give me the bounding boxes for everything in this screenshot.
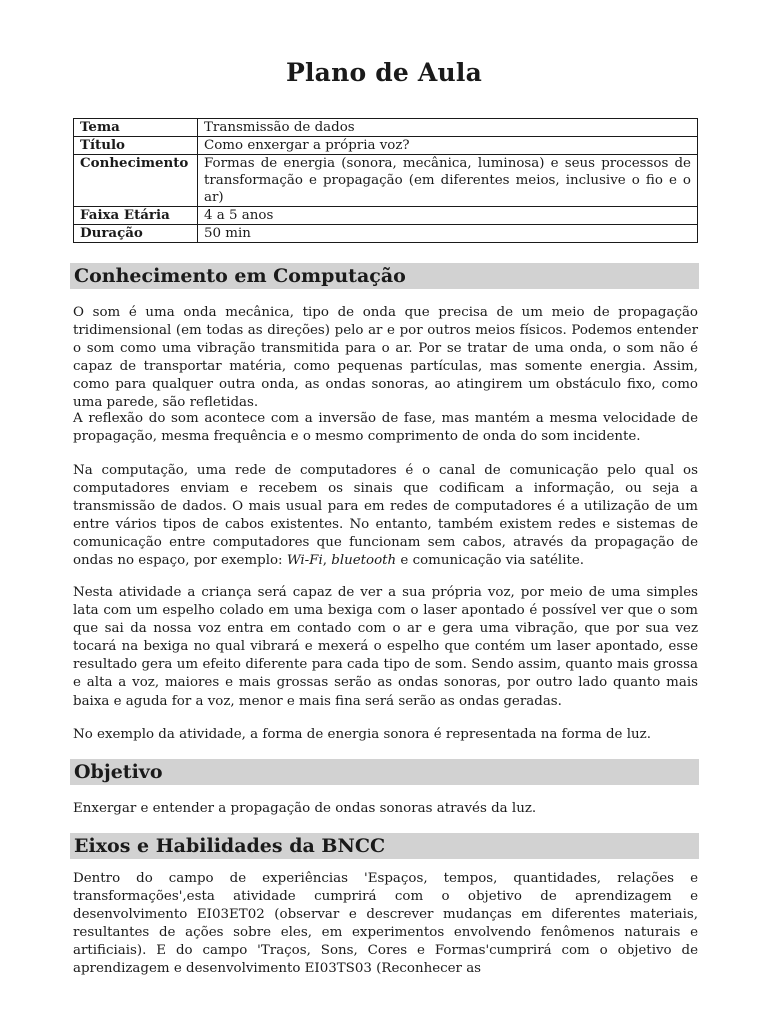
row-key: Conhecimento	[74, 155, 198, 207]
row-key: Faixa Etária	[74, 207, 198, 225]
row-value: Formas de energia (sonora, mecânica, luminosa) e seus processos de transformação e propagação (em diferentes meios, inclusive o fio e o ar)	[198, 155, 698, 207]
table-row	[74, 137, 698, 155]
paragraph: O som é uma onda mecânica, tipo de onda que precisa de um meio de propagação tridimensional (em todas as direções) pelo ar e por outros meios físicos. Podemos entender o som como uma vibração transmitida para o ar. Por se tratar de uma onda, o som não é capaz de transportar matéria, como pequenas partículas, mas somente energia. Assim, como para qualquer outra onda, as ondas sonoras, ao atingirem um obstáculo fixo, como uma parede, são refletidas.	[73, 305, 698, 411]
paragraph: Dentro do campo de experiências 'Espaços, tempos, quantidades, relações e transformações',esta atividade cumprirá com o objetivo de aprendizagem e desenvolvimento EI03ET02 (observar e descrever mudanças em diferentes materiais, resultantes de ações sobre eles, em experimentos envolvendo fenômenos naturais e artificiais). E do campo 'Traços, Sons, Cores e Formas'cumprirá com o objetivo de aprendizagem e desenvolvimento EI03TS03 (Reconhecer as	[73, 871, 698, 977]
table-row	[74, 225, 698, 243]
paragraph: A reflexão do som acontece com a inversão de fase, mas mantém a mesma velocidade de propagação, mesma frequência e o mesmo comprimento de onda do som incidente.	[73, 411, 698, 445]
section-heading-computacao: Conhecimento em Computação	[70, 263, 699, 289]
page-title: Plano de Aula	[285, 58, 482, 87]
lesson-info-table	[73, 118, 698, 243]
paragraph: Nesta atividade a criança será capaz de ver a sua própria voz, por meio de uma simples lata com um espelho colado em uma bexiga com o laser apontado é possível ver que o som que sai da nossa voz entra em contado com o ar e gera uma vibração, que por sua vez tocará na bexiga no qual vibrará e mexerá o espelho que contém um laser apontado, esse resultado gera um efeito diferente para cada tipo de som. Sendo assim, quanto mais grossa e alta a voz, maiores e mais grossas serão as ondas sonoras, por outro lado quanto mais baixa e aguda for a voz, menor e mais fina será serão as ondas geradas.	[73, 585, 698, 709]
separator: ,	[322, 553, 332, 569]
paragraph-text: Na computação, uma rede de computadores é o canal de comunicação pelo qual os computadores enviam e recebem os sinais que codificam a informação, ou seja a transmissão de dados. O mais usual para em redes de computadores é a utilização de um entre vários tipos de cabos existentes. No entanto, também existem redes e sistemas de comunicação entre computadores que funcionam sem cabos, através da propagação de ondas no espaço, por exemplo:	[73, 463, 698, 569]
row-value: 50 min	[198, 225, 698, 243]
row-key: Tema	[74, 119, 198, 137]
table-row	[74, 207, 698, 225]
paragraph: No exemplo da atividade, a forma de energia sonora é representada na forma de luz.	[73, 727, 651, 742]
bluetooth-term: bluetooth	[331, 553, 397, 569]
paragraph	[73, 462, 698, 571]
table-row	[74, 155, 698, 207]
row-key: Título	[74, 137, 198, 155]
paragraph-text: e comunicação via satélite.	[396, 553, 585, 569]
table-row	[74, 119, 698, 137]
row-value: Transmissão de dados	[198, 119, 698, 137]
row-value: Como enxergar a própria voz?	[198, 137, 698, 155]
section-heading-bncc: Eixos e Habilidades da BNCC	[70, 833, 699, 859]
section-heading-objetivo: Objetivo	[70, 759, 699, 785]
row-key: Duração	[74, 225, 198, 243]
row-value: 4 a 5 anos	[198, 207, 698, 225]
paragraph: Enxergar e entender a propagação de ondas sonoras através da luz.	[73, 801, 537, 816]
wifi-term: Wi-Fi	[286, 553, 323, 569]
